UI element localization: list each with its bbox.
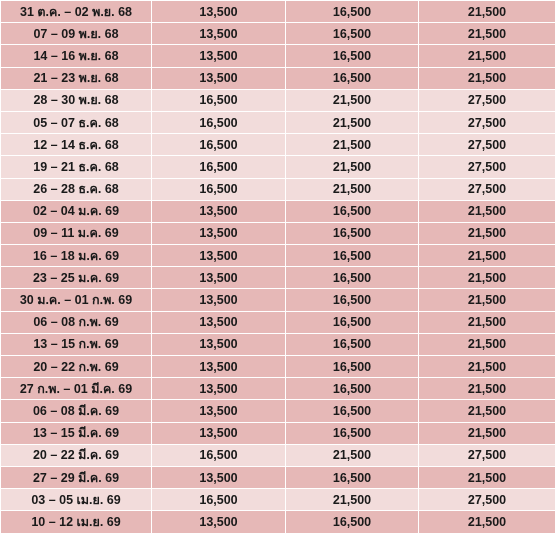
price-cell-col2: 21,500 xyxy=(286,134,419,156)
table-row xyxy=(1,1,555,23)
price-cell-col2: 21,500 xyxy=(286,156,419,178)
price-cell-col3: 21,500 xyxy=(419,245,555,267)
table-row xyxy=(1,45,555,67)
price-cell-col1: 13,500 xyxy=(152,511,286,533)
price-cell-col2: 16,500 xyxy=(286,45,419,67)
price-cell-col1: 16,500 xyxy=(152,489,286,511)
price-cell-col3: 27,500 xyxy=(419,444,555,466)
price-cell-col2: 16,500 xyxy=(286,511,419,533)
price-cell-col2: 16,500 xyxy=(286,67,419,89)
price-cell-col3: 21,500 xyxy=(419,422,555,444)
price-cell-col1: 13,500 xyxy=(152,378,286,400)
table-row xyxy=(1,200,555,222)
price-cell-col2: 16,500 xyxy=(286,267,419,289)
price-cell-col2: 21,500 xyxy=(286,178,419,200)
price-cell-col2: 16,500 xyxy=(286,289,419,311)
price-cell-col2: 16,500 xyxy=(286,333,419,355)
price-cell-col2: 16,500 xyxy=(286,200,419,222)
travel-dates-cell: 16 – 18 ม.ค. 69 xyxy=(1,245,152,267)
table-row xyxy=(1,466,555,488)
table-row xyxy=(1,444,555,466)
table-row xyxy=(1,245,555,267)
price-cell-col1: 13,500 xyxy=(152,200,286,222)
table-row xyxy=(1,422,555,444)
price-cell-col1: 13,500 xyxy=(152,311,286,333)
price-cell-col3: 27,500 xyxy=(419,156,555,178)
price-cell-col2: 16,500 xyxy=(286,422,419,444)
travel-dates-cell: 09 – 11 ม.ค. 69 xyxy=(1,222,152,244)
travel-dates-cell: 20 – 22 มี.ค. 69 xyxy=(1,444,152,466)
travel-dates-cell: 06 – 08 มี.ค. 69 xyxy=(1,400,152,422)
price-cell-col3: 21,500 xyxy=(419,45,555,67)
table-row xyxy=(1,134,555,156)
table-row xyxy=(1,356,555,378)
table-row xyxy=(1,67,555,89)
price-cell-col1: 13,500 xyxy=(152,422,286,444)
price-table-body xyxy=(1,1,555,534)
travel-dates-cell: 12 – 14 ธ.ค. 68 xyxy=(1,134,152,156)
table-row xyxy=(1,511,555,533)
travel-dates-cell: 27 ก.พ. – 01 มี.ค. 69 xyxy=(1,378,152,400)
price-cell-col3: 21,500 xyxy=(419,333,555,355)
travel-dates-cell: 05 – 07 ธ.ค. 68 xyxy=(1,111,152,133)
table-row xyxy=(1,267,555,289)
table-row xyxy=(1,289,555,311)
table-row xyxy=(1,222,555,244)
price-cell-col1: 13,500 xyxy=(152,245,286,267)
price-cell-col3: 21,500 xyxy=(419,400,555,422)
travel-dates-cell: 21 – 23 พ.ย. 68 xyxy=(1,67,152,89)
price-cell-col2: 21,500 xyxy=(286,111,419,133)
table-row xyxy=(1,89,555,111)
travel-dates-cell: 26 – 28 ธ.ค. 68 xyxy=(1,178,152,200)
price-cell-col3: 27,500 xyxy=(419,134,555,156)
price-cell-col1: 13,500 xyxy=(152,67,286,89)
price-cell-col1: 16,500 xyxy=(152,444,286,466)
travel-dates-cell: 13 – 15 ก.พ. 69 xyxy=(1,333,152,355)
travel-dates-cell: 20 – 22 ก.พ. 69 xyxy=(1,356,152,378)
price-cell-col3: 27,500 xyxy=(419,489,555,511)
price-cell-col2: 16,500 xyxy=(286,356,419,378)
price-cell-col2: 16,500 xyxy=(286,311,419,333)
price-cell-col1: 16,500 xyxy=(152,89,286,111)
travel-dates-cell: 14 – 16 พ.ย. 68 xyxy=(1,45,152,67)
price-cell-col3: 27,500 xyxy=(419,111,555,133)
price-cell-col3: 21,500 xyxy=(419,378,555,400)
price-cell-col2: 16,500 xyxy=(286,400,419,422)
price-cell-col2: 21,500 xyxy=(286,89,419,111)
travel-dates-cell: 10 – 12 เม.ย. 69 xyxy=(1,511,152,533)
price-cell-col1: 13,500 xyxy=(152,267,286,289)
price-cell-col1: 16,500 xyxy=(152,178,286,200)
table-row xyxy=(1,311,555,333)
price-cell-col3: 21,500 xyxy=(419,67,555,89)
travel-dates-cell: 19 – 21 ธ.ค. 68 xyxy=(1,156,152,178)
table-row xyxy=(1,400,555,422)
travel-dates-cell: 13 – 15 มี.ค. 69 xyxy=(1,422,152,444)
price-cell-col2: 16,500 xyxy=(286,245,419,267)
price-cell-col2: 16,500 xyxy=(286,23,419,45)
travel-dates-cell: 30 ม.ค. – 01 ก.พ. 69 xyxy=(1,289,152,311)
travel-dates-cell: 31 ต.ค. – 02 พ.ย. 68 xyxy=(1,1,152,23)
table-row xyxy=(1,178,555,200)
price-cell-col2: 16,500 xyxy=(286,1,419,23)
price-cell-col2: 16,500 xyxy=(286,378,419,400)
price-cell-col3: 21,500 xyxy=(419,511,555,533)
price-cell-col2: 21,500 xyxy=(286,489,419,511)
price-cell-col3: 21,500 xyxy=(419,1,555,23)
table-row xyxy=(1,156,555,178)
table-row xyxy=(1,111,555,133)
table-row xyxy=(1,489,555,511)
table-row xyxy=(1,23,555,45)
price-cell-col1: 16,500 xyxy=(152,111,286,133)
travel-dates-cell: 03 – 05 เม.ย. 69 xyxy=(1,489,152,511)
table-row xyxy=(1,378,555,400)
price-cell-col1: 13,500 xyxy=(152,466,286,488)
travel-dates-cell: 28 – 30 พ.ย. 68 xyxy=(1,89,152,111)
price-cell-col2: 21,500 xyxy=(286,444,419,466)
price-cell-col3: 21,500 xyxy=(419,356,555,378)
price-cell-col3: 27,500 xyxy=(419,178,555,200)
price-cell-col1: 13,500 xyxy=(152,222,286,244)
price-cell-col1: 13,500 xyxy=(152,45,286,67)
travel-dates-cell: 06 – 08 ก.พ. 69 xyxy=(1,311,152,333)
travel-dates-cell: 02 – 04 ม.ค. 69 xyxy=(1,200,152,222)
price-cell-col3: 21,500 xyxy=(419,289,555,311)
table-row xyxy=(1,333,555,355)
price-cell-col3: 21,500 xyxy=(419,311,555,333)
price-cell-col1: 13,500 xyxy=(152,333,286,355)
price-cell-col3: 21,500 xyxy=(419,466,555,488)
price-cell-col2: 16,500 xyxy=(286,222,419,244)
price-cell-col3: 21,500 xyxy=(419,200,555,222)
price-cell-col3: 21,500 xyxy=(419,222,555,244)
price-cell-col3: 27,500 xyxy=(419,89,555,111)
price-cell-col1: 13,500 xyxy=(152,1,286,23)
price-cell-col1: 13,500 xyxy=(152,400,286,422)
travel-dates-cell: 23 – 25 ม.ค. 69 xyxy=(1,267,152,289)
price-cell-col1: 13,500 xyxy=(152,289,286,311)
price-cell-col1: 13,500 xyxy=(152,23,286,45)
price-cell-col1: 16,500 xyxy=(152,156,286,178)
price-cell-col3: 21,500 xyxy=(419,267,555,289)
price-cell-col2: 16,500 xyxy=(286,466,419,488)
price-cell-col3: 21,500 xyxy=(419,23,555,45)
price-cell-col1: 16,500 xyxy=(152,134,286,156)
travel-dates-cell: 27 – 29 มี.ค. 69 xyxy=(1,466,152,488)
travel-dates-cell: 07 – 09 พ.ย. 68 xyxy=(1,23,152,45)
price-cell-col1: 13,500 xyxy=(152,356,286,378)
